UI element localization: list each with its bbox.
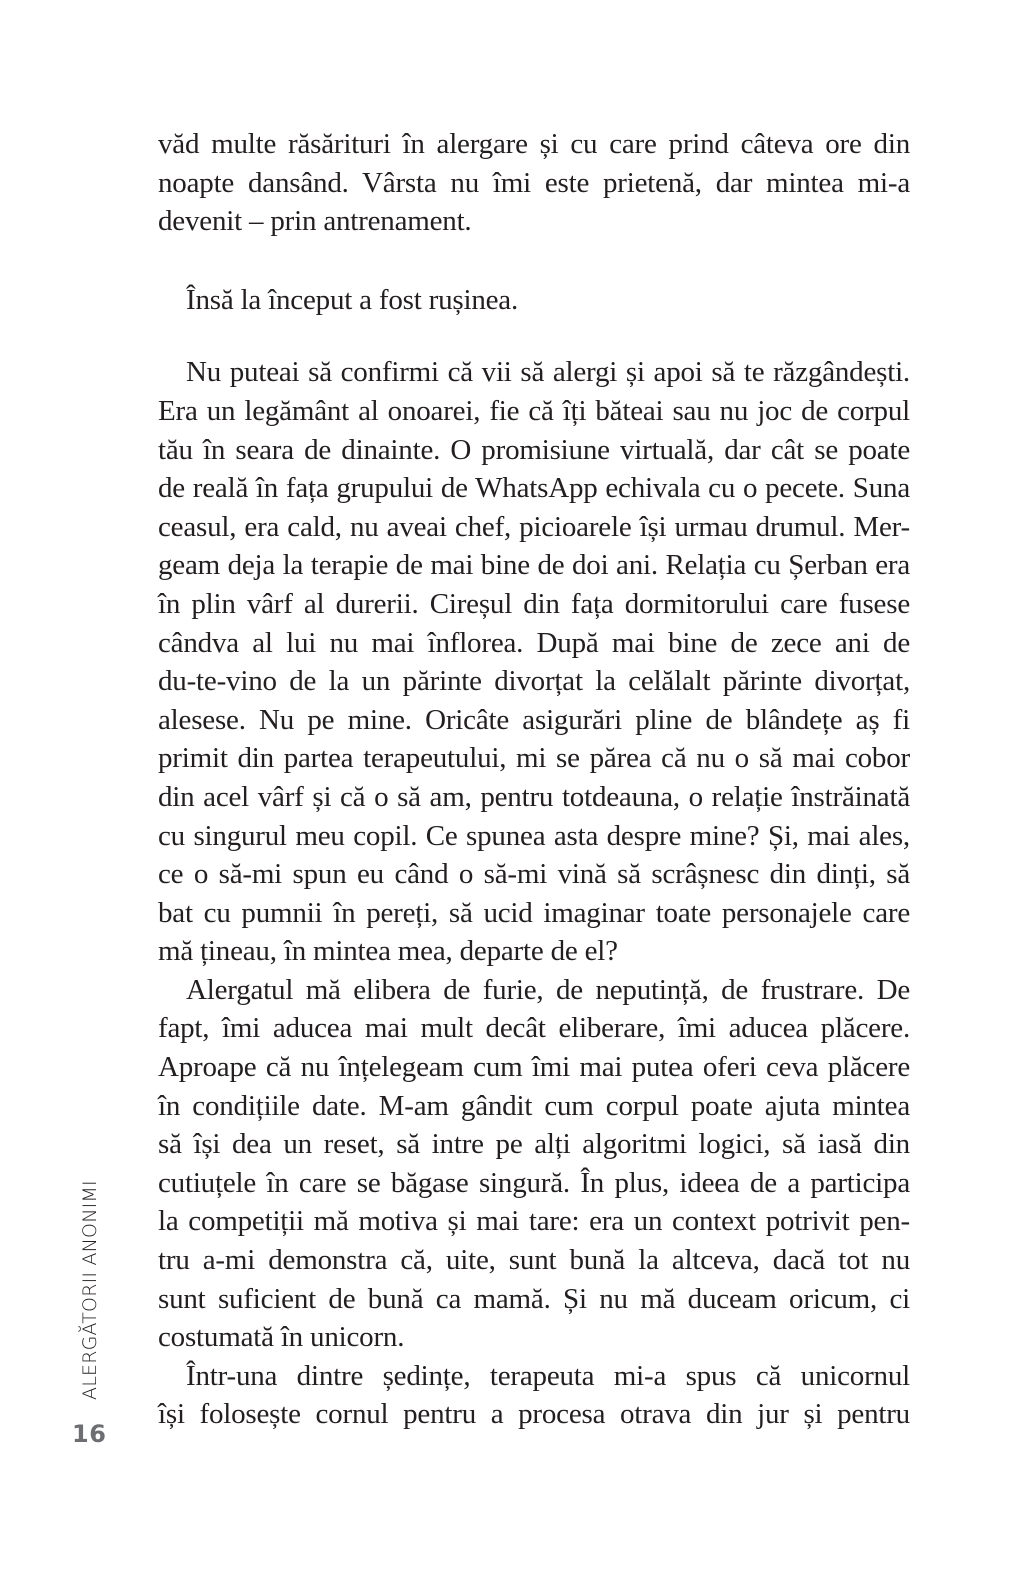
text-line: cutiuțele în care se băgase singură. În plus, ideea de a participa bbox=[158, 1166, 910, 1199]
text-line: mă țineau, în mintea mea, departe de el? bbox=[158, 935, 618, 968]
page-number: 16 bbox=[72, 1420, 107, 1448]
text-line: du-te-vino de la un părinte divorțat la celălalt părinte divorțat, bbox=[158, 665, 910, 698]
text-line: noapte dansând. Vârsta nu îmi este prietenă, dar mintea mi-a bbox=[158, 166, 910, 199]
text-line: fapt, îmi aducea mai mult decât eliberare, îmi aducea plăcere. bbox=[158, 1012, 910, 1045]
paragraph-spacer bbox=[158, 319, 910, 353]
paragraph-5 bbox=[158, 1357, 910, 1434]
text-line: sunt suficient de bună ca mamă. Și nu mă duceam oricum, ci bbox=[158, 1282, 910, 1315]
text-line: alesese. Nu pe mine. Oricâte asigurări pline de blândețe aș fi bbox=[158, 703, 910, 736]
text-line: Alergatul mă elibera de furie, de neputință, de frustrare. De bbox=[186, 973, 910, 1006]
text-line: cu singurul meu copil. Ce spunea asta despre mine? Și, mai ales, bbox=[158, 819, 910, 852]
running-head: ALERGĂTORII ANONIMI bbox=[79, 1180, 101, 1400]
text-line: să își dea un reset, să intre pe alți algoritmi logici, să iasă din bbox=[158, 1128, 910, 1161]
paragraph-1 bbox=[158, 125, 910, 241]
text-line: devenit – prin antrenament. bbox=[158, 205, 472, 238]
text-line: Însă la început a fost rușinea. bbox=[186, 283, 519, 316]
paragraph-spacer bbox=[158, 241, 910, 281]
paragraph-2 bbox=[158, 281, 910, 320]
text-line: de reală în fața grupului de WhatsApp echivala cu o pecete. Suna bbox=[158, 472, 910, 505]
text-line: Aproape că nu înțelegeam cum îmi mai putea oferi ceva plăcere bbox=[158, 1051, 910, 1084]
text-line: Era un legământ al onoarei, fie că îți băteai sau nu joc de corpul bbox=[158, 394, 910, 427]
text-line: Nu puteai să confirmi că vii să alergi și apoi să te răzgândești. bbox=[186, 356, 910, 389]
text-line: Într-una dintre ședințe, terapeuta mi-a spus că unicornul bbox=[186, 1359, 910, 1392]
text-line: își folosește cornul pentru a procesa otrava din jur și pentru bbox=[158, 1398, 910, 1431]
text-line: costumată în unicorn. bbox=[158, 1321, 405, 1354]
text-line: tru a-mi demonstra că, uite, sunt bună la altceva, dacă tot nu bbox=[158, 1244, 910, 1277]
text-line: geam deja la terapie de mai bine de doi ani. Relația cu Șerban era bbox=[158, 549, 910, 582]
text-line: ce o să-mi spun eu când o să-mi vină să scrâșnesc din dinți, să bbox=[158, 858, 910, 891]
text-line: ceasul, era cald, nu aveai chef, picioarele își urmau drumul. Mer- bbox=[158, 510, 910, 543]
text-line: primit din partea terapeutului, mi se părea că nu o să mai cobor bbox=[158, 742, 910, 775]
paragraph-3 bbox=[158, 353, 910, 971]
paragraph-4 bbox=[158, 971, 910, 1357]
page-body bbox=[158, 125, 910, 1434]
text-line: văd multe răsărituri în alergare și cu care prind câteva ore din bbox=[158, 128, 910, 160]
text-line: cândva al lui nu mai înflorea. După mai bine de zece ani de bbox=[158, 626, 910, 659]
text-line: din acel vârf și că o să am, pentru totdeauna, o relație înstrăinată bbox=[158, 780, 910, 813]
text-line: în condițiile date. M-am gândit cum corpul poate ajuta mintea bbox=[158, 1089, 910, 1122]
text-line: la competiții mă motiva și mai tare: era un context potrivit pen- bbox=[158, 1205, 910, 1238]
text-line: în plin vârf al durerii. Cireșul din fața dormitorului care fusese bbox=[158, 587, 910, 620]
text-line: bat cu pumnii în pereți, să ucid imaginar toate personajele care bbox=[158, 896, 910, 929]
text-line: tău în seara de dinainte. O promisiune virtuală, dar cât se poate bbox=[158, 433, 910, 466]
